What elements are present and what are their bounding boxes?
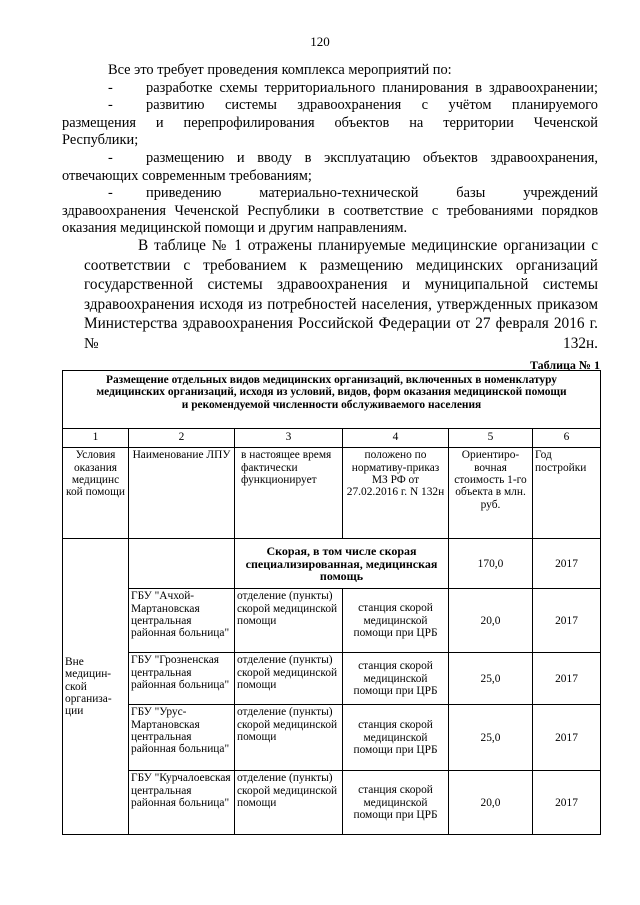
lpu-name: ГБУ "Грозненская центральная районная больница" bbox=[129, 653, 235, 705]
norm-unit: станция скорой медицинской помощи при ЦРБ bbox=[343, 589, 449, 653]
column-number-row bbox=[63, 429, 601, 448]
intro-block bbox=[62, 62, 598, 238]
bullet-text: оказания медицинской помощи и другим направлениям. bbox=[62, 220, 408, 237]
current-unit: отделение (пункты) скорой медицинской помощи bbox=[235, 771, 343, 835]
bullet-text: Республики; bbox=[62, 132, 139, 149]
paragraph-line: государственной системы здравоохранения и муниципальной системы bbox=[84, 276, 598, 293]
paragraph-line: здравоохранения исходя из потребностей населения, утвержденных приказом bbox=[84, 295, 598, 313]
paragraph-line: соответствии с требованием к размещению медицинских организаций bbox=[84, 256, 598, 274]
cost-value: 20,0 bbox=[449, 771, 533, 835]
column-header: Наименование ЛПУ bbox=[129, 448, 235, 539]
norm-unit: станция скорой медицинской помощи при ЦРБ bbox=[343, 705, 449, 771]
norm-unit: станция скорой медицинской помощи при ЦРБ bbox=[343, 771, 449, 835]
column-number: 1 bbox=[63, 429, 129, 448]
intro-text: Все это требует проведения комплекса мероприятий по: bbox=[108, 62, 452, 78]
current-unit: отделение (пункты) скорой медицинской помощи bbox=[235, 705, 343, 771]
bullet-dash: - bbox=[108, 149, 113, 166]
table-row bbox=[63, 653, 601, 705]
cost-value: 20,0 bbox=[449, 589, 533, 653]
bullet-item bbox=[62, 150, 598, 185]
lpu-name: ГБУ "Урус-Мартановская центральная районная больница" bbox=[129, 705, 235, 771]
cost-value: 25,0 bbox=[449, 653, 533, 705]
current-unit: отделение (пункты) скорой медицинской помощи bbox=[235, 589, 343, 653]
year-value: 2017 bbox=[533, 771, 601, 835]
table-header-row bbox=[63, 448, 601, 539]
table-label: Таблица № 1 bbox=[529, 358, 600, 372]
bullet-text: здравоохранения Чеченской Республики в соответствие с требованиями порядков bbox=[62, 202, 598, 219]
column-header: положено по нормативу-приказ МЗ РФ от 27.02.2016 г. N 132н bbox=[343, 448, 449, 539]
column-number: 2 bbox=[129, 429, 235, 448]
condition-cell: Вне медицин-ской организа-ции bbox=[63, 539, 129, 835]
column-header: Ориентиро-вочная стоимость 1-го объекта в млн. руб. bbox=[449, 448, 533, 539]
bullet-dash: - bbox=[108, 185, 113, 202]
norm-unit: станция скорой медицинской помощи при ЦРБ bbox=[343, 653, 449, 705]
bullet-text: размещения и перепрофилирования объектов на территории Чеченской bbox=[62, 114, 598, 131]
facilities-table bbox=[62, 370, 601, 835]
bullet-dash: - bbox=[108, 79, 113, 96]
table-title-row bbox=[63, 371, 601, 429]
bullet-text: развитию системы здравоохранения с учётом планируемого bbox=[146, 97, 598, 114]
section-row bbox=[63, 539, 601, 589]
column-number: 6 bbox=[533, 429, 601, 448]
year-value: 2017 bbox=[533, 589, 601, 653]
column-number: 3 bbox=[235, 429, 343, 448]
section-cost: 170,0 bbox=[449, 539, 533, 589]
bullet-text: отвечающих современным требованиям; bbox=[62, 167, 312, 184]
table-row bbox=[63, 589, 601, 653]
column-number: 4 bbox=[343, 429, 449, 448]
cost-value: 25,0 bbox=[449, 705, 533, 771]
section-year: 2017 bbox=[533, 539, 601, 589]
page-number: 120 bbox=[310, 34, 330, 49]
column-header: в настоящее время фактически функционирует bbox=[235, 448, 343, 539]
table-title: Размещение отдельных видов медицинских организаций, включенных в номенклатуру медицинских организаций, исходя из условий, видов, форм оказания медицинской помощи и рекомендуемой численности обслуживаемого населения bbox=[63, 371, 601, 429]
bullet-text: размещению и вводу в эксплуатацию объектов здравоохранения, bbox=[146, 149, 598, 166]
lpu-name: ГБУ "Курчалоевская центральная районная больница" bbox=[129, 771, 235, 835]
year-value: 2017 bbox=[533, 705, 601, 771]
year-value: 2017 bbox=[533, 653, 601, 705]
table-row bbox=[63, 705, 601, 771]
lpu-name: ГБУ "Ачхой-Мартановская центральная районная больница" bbox=[129, 589, 235, 653]
section-title: Скорая, в том числе скорая специализированная, медицинская помощь bbox=[235, 539, 449, 589]
bullet-item bbox=[62, 97, 598, 150]
bullet-dash: - bbox=[108, 97, 113, 114]
current-unit: отделение (пункты) скорой медицинской помощи bbox=[235, 653, 343, 705]
paragraph-line: В таблице № 1 отражены планируемые медицинские организации с bbox=[138, 237, 598, 254]
bullet-item bbox=[62, 80, 598, 98]
column-header: Условия оказания медицинс кой помощи bbox=[63, 448, 129, 539]
bullet-text: разработке схемы территориального планирования в здравоохранении; bbox=[146, 79, 598, 96]
bullet-text: приведению материально-технической базы учреждений bbox=[146, 185, 598, 202]
bullet-item bbox=[62, 185, 598, 238]
table-row bbox=[63, 771, 601, 835]
table-intro-paragraph bbox=[84, 236, 598, 353]
paragraph-line: Министерства здравоохранения Российской Федерации от 27 февраля 2016 г.№ 132н. bbox=[84, 315, 598, 352]
column-header: Год постройки bbox=[533, 448, 601, 539]
column-number: 5 bbox=[449, 429, 533, 448]
